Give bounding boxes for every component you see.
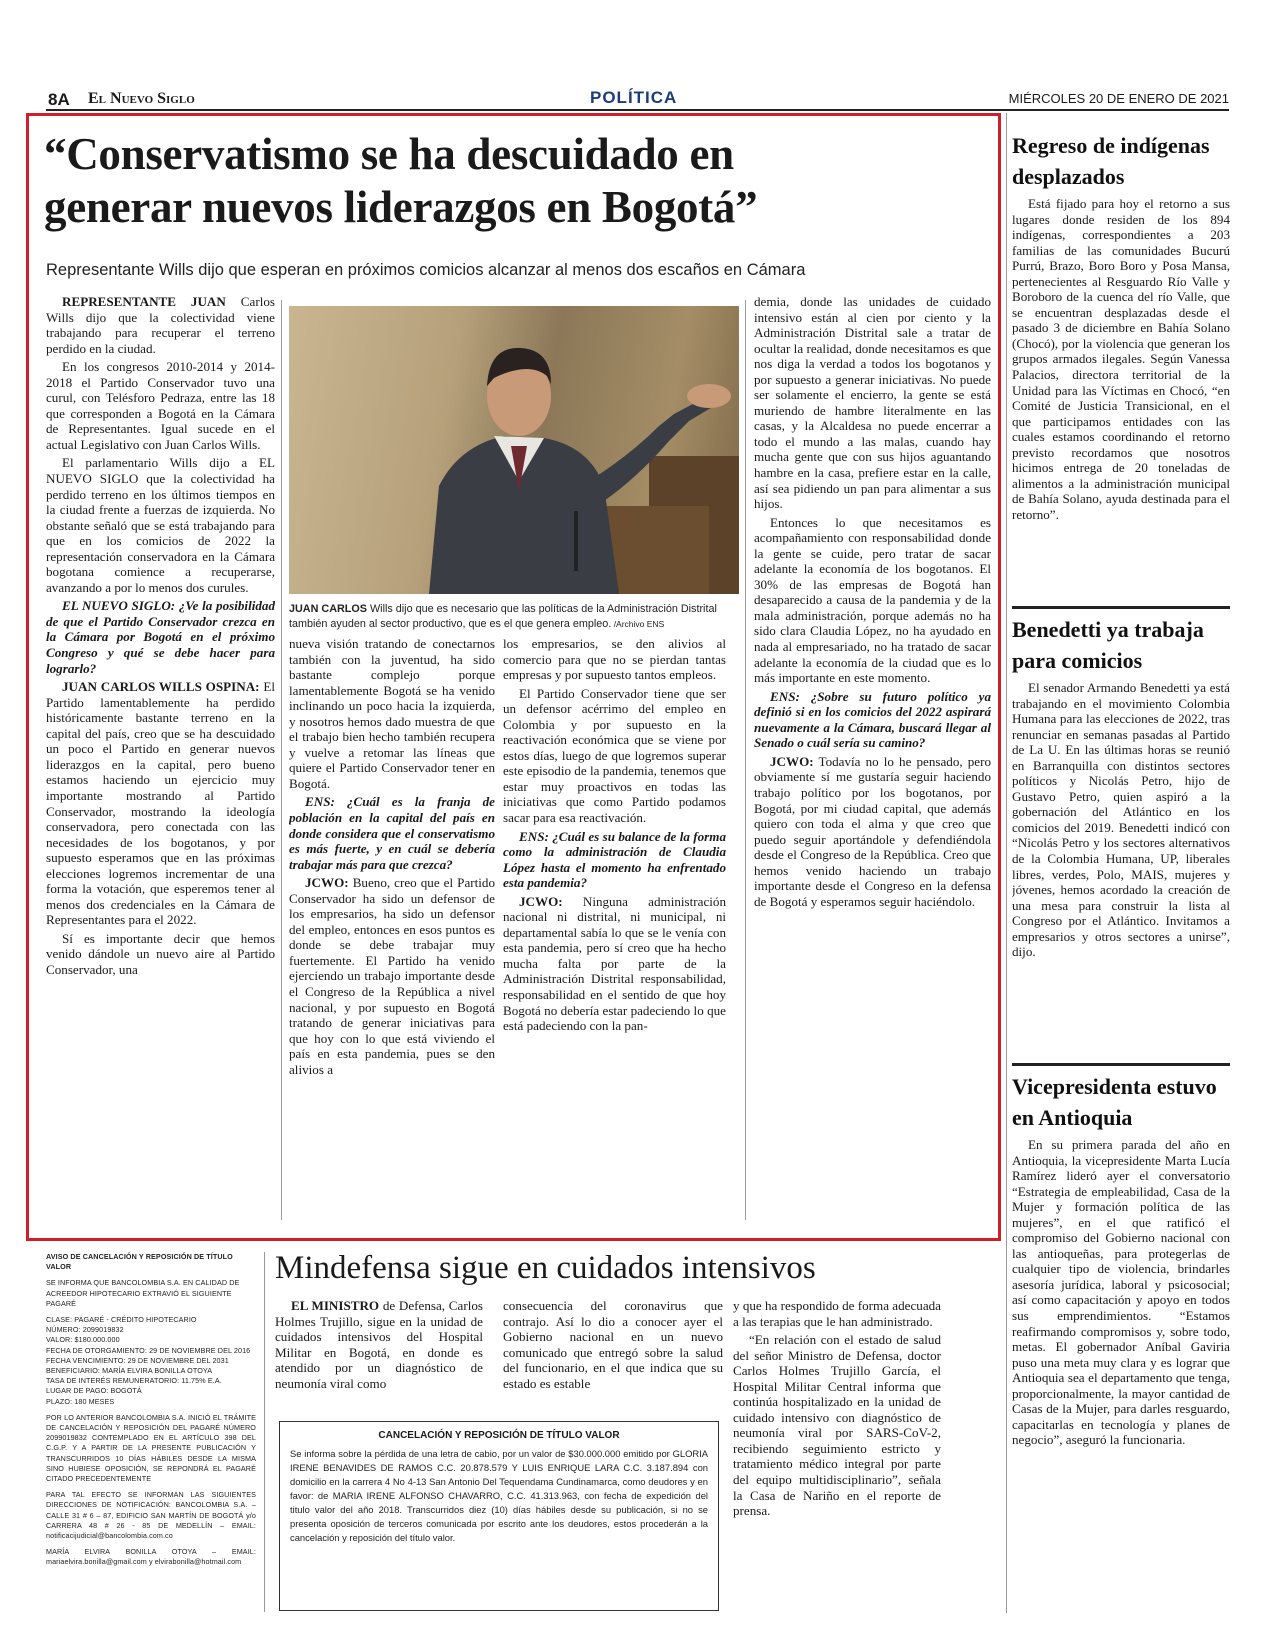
legal-notice-left-line-1: CLASE: PAGARÉ - CRÉDITO HIPOTECARIO	[46, 1315, 197, 1325]
main-column-4	[754, 294, 991, 1222]
legal-notice-left-line-7: TASA DE INTERÉS REMUNERATORIO: 11.75% E.A.	[46, 1376, 222, 1386]
col4-answer-4: Todavía no lo he pensado, pero obviamente sí me gustaría seguir haciendo trabajo político por los bogotanos, por Bogotá, por mi ciudad capital, que además quiero con toda el alma y que creo que puedo seguir aportándole y defendiéndola desde el Congreso de la República. Creo que hemos venido haciendo un trabajo importante desde el Congreso en la defensa de Bogotá y esperamos seguir haciéndolo.	[754, 753, 991, 909]
col3-p2: El Partido Conservador tiene que ser un defensor acérrimo del empleo en Colombia y por supuesto en la reactivación económica que se viene por estos días, luego de que logremos superar este episodio de la pandemia, tenemos que estar muy proactivos en todas las iniciativas que como Partido podamos sacar para esa reactivación.	[503, 685, 726, 826]
header-rule	[46, 109, 1229, 111]
legal-notice-box-title: CANCELACIÓN Y REPOSICIÓN DE TÍTULO VALOR	[378, 1430, 620, 1441]
legal-notice-left-line-8: LUGAR DE PAGO: BOGOTÁ	[46, 1386, 142, 1396]
legal-notice-left-line-5: FECHA VENCIMIENTO: 29 DE NOVIEMBRE DEL 2031	[46, 1355, 229, 1365]
second-column-1	[275, 1298, 483, 1408]
legal-notice-box	[279, 1421, 719, 1611]
photo-caption	[289, 602, 739, 632]
sidebar-brief-1-title: Regreso de indígenas desplazados	[1012, 133, 1210, 189]
page-number: 8A	[48, 90, 70, 109]
section-label: POLÍTICA	[590, 88, 678, 107]
col2-question-2: ENS: ¿Cuál es la franja de población en la capital del país en donde considera que el conservatismo es más fuerte, y en cuál se debería trabajar más para que crezca?	[289, 794, 495, 872]
main-column-2	[289, 636, 495, 1222]
main-col-divider-1	[281, 300, 282, 1220]
sidebar-divider	[1006, 113, 1007, 1613]
col1-p3: El parlamentario Wills dijo a EL NUEVO SIGLO que la colectividad ha perdido terreno en los últimos tiempos en la ciudad frente a fuerzas de izquierda. No obstante señaló que se está trabajando para que en los comicios de 2022 la representación conservadora en la Cámara bogotana comience a recuperarse, avanzando a por lo menos dos curules.	[46, 455, 275, 595]
caption-text: Wills dijo que es necesario que las políticas de la Administración Distrital también ayuden al sector productivo, que es el que genera empleo.	[289, 603, 717, 630]
second-column-2	[503, 1298, 723, 1408]
main-column-3	[503, 636, 726, 1222]
second-headline: Mindefensa sigue en cuidados intensivos	[275, 1250, 816, 1286]
main-headline-line-1: “Conservatismo se ha descuidado en	[44, 129, 734, 179]
col1-answer-1: El Partido lamentablemente ha perdido históricamente bastante terreno en la capital del país, creo que se ha descuidado un poco el Partido en generar nuevos liderazgos en la capital, pero bueno estamos haciendo un ejercicio muy importante mostrando al Partido Conservador, mostrando la ideología conservadora, pero conectada con las necesidades de los bogotanos, y por supuesto esperamos que en las próximas elecciones logremos incrementar de una forma la votación, que esperemos tener al menos dos credenciales en la Cámara de Representantes para el 2022.	[46, 679, 275, 928]
second-lead: EL MINISTRO	[291, 1298, 380, 1313]
col2-p1: nueva visión tratando de conectarnos también con la juventud, ha sido bastante complejo porque lamentablemente Bogotá se ha venido inclinando un poco hacia la izquierda, y nosotros hemos dado muestra de que el trabajo bien hecho también recupera y vuelve a retomar las líneas que quiere el Partido Conservador tener en Bogotá.	[289, 636, 495, 791]
legal-notice-left-title: AVISO DE CANCELACIÓN Y REPOSICIÓN DE TÍTULO VALOR	[46, 1252, 233, 1272]
caption-credit: /Archivo ENS	[611, 619, 665, 629]
sidebar-brief-3	[1012, 1071, 1230, 1613]
sidebar-brief-3-title: Vicepresidenta estuvo en Antioquia	[1012, 1074, 1217, 1130]
legal-notice-left-p1: SE INFORMA QUE BANCOLOMBIA S.A. EN CALIDAD DE ACREEDOR HIPOTECARIO EXTRAVIÓ EL SIGUIENTE PAGARÉ	[46, 1278, 240, 1308]
newspaper-name: El Nuevo Siglo	[88, 90, 195, 107]
col4-answer-lead: JCWO:	[770, 753, 814, 769]
col4-question-4: ENS: ¿Sobre su futuro político ya definió si en los comicios del 2022 aspirará nuevamente a la Cámara, buscará llegar al Senado o cuál sería su camino?	[754, 688, 991, 751]
sidebar-brief-1-text: Está fijado para hoy el retorno a sus lugares donde residen de los 894 indígenas, correspondientes a 203 familias de las comunidades Bucurú Purrú, Brazo, Boro Boro y Posa Mansa, pertenecientes al Resguardo Río Valle y Boroboro de la cuenca del río Valle, que se encuentran desplazadas desde el pasado 3 de diciembre en Bahía Solano (Chocó), por la violencia que generan los grupos armados ilegales. Según Vanessa Palacios, directora territorial de la Unidad para las Víctimas en Chocó, “en Comité de Justicia Transicional, en el que participamos entidades con las cuales estamos coordinando el retorno previsto recordamos que nosotros hicimos entrega de 20 toneladas de alimentos a la administración municipal de Bahía Solano, ayuda destinada para el retorno”.	[1012, 196, 1230, 522]
col4-p1: demia, donde las unidades de cuidado intensivo están al cien por ciento y la Administración Distrital sale a tratar de ocultar la realidad, donde necesitamos es que nos diga la verdad a todos los bogotanos y por supuesto a generar iniciativas. No puede ser solamente el encierro, la gente se está muriendo de hambre literalmente en las casas, y la Alcaldesa no puede encerrar a todo el mundo a las malas, cuando hay mucha gente que con sus hijos aguantando hambre en la casa, prefiere estar en la calle, así sea pidiendo un pan para alimentar a sus hijos.	[754, 294, 991, 512]
speaker-photo	[289, 306, 739, 594]
second-c3a: y que ha respondido de forma adecuada a las terapias que le han administrado.	[733, 1298, 941, 1329]
sidebar-rule-1	[1012, 606, 1230, 609]
legal-notice-left	[46, 1252, 256, 1568]
col3-p1: los empresarios, se den alivios al comercio para que no se pierdan tantas empresas y por supuesto tantos empleos.	[503, 636, 726, 683]
legal-notice-left-line-3: VALOR: $180.000.000	[46, 1335, 120, 1345]
legal-notice-left-line-6: BENEFICIARIO: MARÍA ELVIRA BONILLA OTOYA	[46, 1366, 213, 1376]
col1-p4: Sí es importante decir que hemos venido dándole un nuevo aire al Partido Conservador, una	[46, 930, 275, 977]
col1-p2: En los congresos 2010-2014 y 2014-2018 el Partido Conservador tuvo una curul, con Telésforo Pedraza, entre las 18 que corresponden a Bogotá en la Cámara de Representantes. Igual sucede en el actual Legislativo con Juan Carlos Wills.	[46, 359, 275, 452]
main-col-divider-3	[745, 300, 746, 1220]
sidebar-brief-2-title: Benedetti ya trabaja para comicios	[1012, 617, 1204, 673]
second-column-3	[733, 1298, 941, 1614]
legal-notice-left-p2: POR LO ANTERIOR BANCOLOMBIA S.A. INICIÓ EL TRÁMITE DE CANCELACIÓN Y REPOSICIÓN DEL PAGARÉ NÚMERO 2099019832 CONTEMPLADO EN EL ARTÍCULO 398 DEL C.G.P. Y A PARTIR DE LA PRESENTE PUBLICACIÓN Y TRANSCURRIDOS 10 DÍAS HÁBILES DESDE LA MISMA SINO HUBIESE OPOSICIÓN, SE REPONDRÁ EL PAGARÉ CITADO PRECEDENTEMENTE	[46, 1412, 256, 1484]
col2-answer-2: Bueno, creo que el Partido Conservador ha sido un defensor de los empresarios, ha sido un defensor del empleo, entonces en esos puntos es donde se debe trabajar muy fuertemente. El Partido ha venido ejerciendo un trabajo importante desde el Congreso de la República a nivel nacional, y por supuesto en Bogotá tratando de generar iniciativas para que hoy con lo que está viviendo el país en esta pandemia, pues se den alivios a	[289, 875, 495, 1077]
main-headline	[44, 128, 994, 234]
col1-lead: REPRESENTANTE JUAN	[62, 294, 226, 309]
col1-answer-lead: JUAN CARLOS WILLS OSPINA:	[62, 679, 260, 695]
second-c3b: “En relación con el estado de salud del señor Ministro de Defensa, doctor Carlos Holmes Trujillo García, el Hospital Militar Central informa que continúa hospitalizado en la unidad de cuidado intensivo con diagnóstico de neumonía viral por SARS-CoV-2, recibiendo seguimiento estricto y tratamiento médico integral por parte del equipo multidisciplinario”, señala la Casa de Nariño en el reporte de prensa.	[733, 1332, 941, 1519]
sidebar-rule-2	[1012, 1063, 1230, 1066]
legal-notice-box-text: Se informa sobre la pérdida de una letra de cabio, por un valor de $30.000.000 emitido por GLORIA IRENE BENAVIDES DE RAMOS C.C. 20.878.579 Y LUIS ENRIQUE LARA C.C. 3.187.894 con domicilio en la carrera 4 No 4-13 San Antonio Del Tequendama Cundinamarca, como deudores y en favor: de MARIA IRENE ALFONSO CHAVARRO, C.C. 41.313.963, con fecha de expedición del titulo valor del año 2018. Transcurridos diez (10) días hábiles desde su publicación, si no se presenta oposición de terceros comunicada por escrito ante los deudores, estos procederán a la cancelación y reposición del título valor.	[290, 1448, 708, 1543]
legal-notice-left-line-2: NÚMERO: 2099019832	[46, 1325, 124, 1335]
col4-p2: Entonces lo que necesitamos es acompañamiento con responsabilidad donde la gente se cuide, pero tratar de sacar adelante la economía de los bogotanos. El 30% de las empresas de Bogotá han desaparecido a causa de la pandemia y de la mala administración, porque además no ha sido clara Claudia López, no ha ayudado en nada al empresariado, no ha tratado de sacar adelante la economía de la ciudad que es lo más importante en este momento.	[754, 514, 991, 686]
main-subhead: Representante Wills dijo que esperan en próximos comicios alcanzar al menos dos escaños en Cámara	[46, 261, 806, 279]
sidebar-brief-3-text: En su primera parada del año en Antioquia, la vicepresidente Marta Lucía Ramírez lideró ayer el conversatorio “Estrategia de empleabilidad, Casa de la Mujer y formación política de las mujeres”, en el que ratificó el compromiso del Gobierno nacional con las antioqueñas, para protegerlas de cualquier tipo de violencia, brindarles asesoría jurídica, laboral y psicosocial; así como capacitación y apoyo en todos sus emprendimientos. “Estamos reafirmando compromisos y, sobre todo, metas. El gobernador Aníbal Gaviria puso una meta muy clara y es lograr que Antioquia sea el departamento que tenga, proporcionalmente, la mayor cantidad de Casas de la Mujer, para darles resguardo, capacitarlas en tecnología y planes de negocio”, aseguró la funcionaria.	[1012, 1137, 1230, 1448]
caption-lead: JUAN CARLOS	[289, 603, 367, 615]
issue-date: MIÉRCOLES 20 DE ENERO DE 2021	[1008, 91, 1229, 106]
sidebar-brief-2	[1012, 614, 1230, 1054]
legal-notice-left-line-9: PLAZO: 180 MESES	[46, 1396, 115, 1406]
main-headline-line-2: generar nuevos liderazgos en Bogotá”	[44, 182, 758, 232]
sidebar-brief-1	[1012, 130, 1230, 594]
second-c1: de Defensa, Carlos Holmes Trujillo, sigue en la unidad de cuidados intensivos del Hospital Militar en Bogotá, en donde es atendido por un diagnóstico de neumonía viral como	[275, 1298, 483, 1391]
notice-divider	[264, 1252, 265, 1612]
col1-p1: Carlos Wills dijo que la colectividad viene trabajando para recuperar el terreno perdido en la ciudad.	[46, 294, 275, 356]
col3-answer-3: Ninguna administración nacional ni distrital, ni municipal, ni departamental sabía lo que se le venía con esta pandemia, pero sí creo que ha hecho mucha falta por parte de la Administración Distrital responsabilidad, responsabilidad en el sentido de que hoy Bogotá no debería estar padeciendo lo que está padeciendo con la pan-	[503, 893, 726, 1034]
col3-answer-lead: JCWO:	[519, 893, 563, 909]
legal-notice-left-line-4: FECHA DE OTORGAMIENTO: 29 DE NOVIEMBRE DEL 2016	[46, 1345, 251, 1355]
col1-question-1: EL NUEVO SIGLO: ¿Ve la posibilidad de que el Partido Conservador crezca en la Cámara por Bogotá en el próximo Congreso y qué se debe hacer para lograrlo?	[46, 598, 275, 676]
legal-notice-left-p4: MARÍA ELVIRA BONILLA OTOYA – EMAIL: mariaelvira.bonilla@gmail.com y elvirabonilla@hotmail.com	[46, 1547, 256, 1567]
sidebar-brief-2-text: El senador Armando Benedetti ya está trabajando en el movimiento Colombia Humana para las elecciones de 2022, tras renunciar en semanas pasadas al Partido de La U. En las últimas horas se reunió en Barranquilla con distintos sectores políticos y Nicolás Petro, hijo de Gustavo Petro, quien aspiró a la gobernación del Atlántico en los comicios del 2019. Benedetti indicó con “Nicolás Petro y los sectores alternativos de la Colombia Humana, UP, liberales libres, verdes, Polo, MAIS, mujeres y jóvenes, hemos acordado la creación de una mesa para construir la lista al Congreso por el Atlántico. Invitamos a empresarios y otros sectores a unirse”, dijo.	[1012, 680, 1230, 960]
speaker-photo-illustration	[289, 306, 739, 594]
legal-notice-left-p3: PARA TAL EFECTO SE INFORMAN LAS SIGUIENTES DIRECCIONES DE NOTIFICACIÓN: BANCOLOMBIA S.A. – CALLE 31 # 6 – 87, EDIFICIO SAN MARTÍN DE BOGOTÁ y/o CARRERA 48 # 26 - 85 DE MEDELLÍN – EMAIL: notificacijudicial@bancolombia.com.co	[46, 1490, 256, 1541]
second-c2: consecuencia del coronavirus que contrajo. Así lo dio a conocer ayer el Gobierno nacional en un nuevo comunicado que entregó sobre la salud del funcionario, en el que indica que su estado es estable	[503, 1298, 723, 1391]
main-column-1	[46, 294, 275, 1222]
col3-question-3: ENS: ¿Cuál es su balance de la forma como la administración de Claudia López hasta el momento ha enfrentado esta pandemia?	[503, 828, 726, 891]
col2-answer-lead: JCWO:	[305, 875, 349, 891]
